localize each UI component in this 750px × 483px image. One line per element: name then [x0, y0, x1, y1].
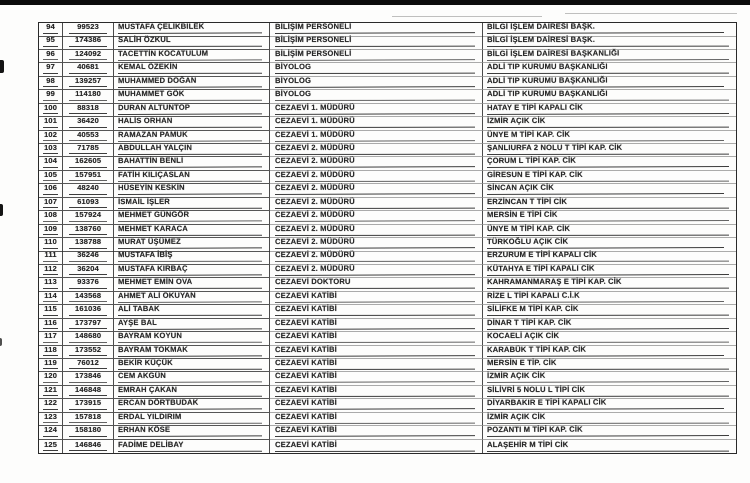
registry-number: 139257	[69, 77, 107, 88]
title-text: CEZAEVİ KATİBİ	[275, 359, 475, 370]
row-number-cell	[39, 157, 63, 171]
registry-number: 157818	[69, 413, 107, 424]
title-text: CEZAEVİ 1. MÜDÜRÜ	[275, 103, 475, 114]
table-row	[39, 131, 736, 144]
person-name: MUSTAFA İBİŞ	[118, 251, 262, 262]
institution-text: MERSİN E TİPİ CİK	[487, 210, 729, 222]
title-text: CEZAEVİ DOKTORU	[275, 278, 475, 289]
institution-text: İZMİR AÇIK CİK	[487, 117, 729, 128]
scan-edge-artifact	[0, 204, 3, 216]
row-number: 102	[43, 131, 58, 142]
institution-text: TÜRKOĞLU AÇIK CİK	[487, 237, 724, 249]
person-name: BAYRAM KOYUN	[118, 332, 262, 343]
institution-cell	[483, 278, 736, 292]
person-name: HÜSEYİN KESKİN	[118, 184, 262, 195]
row-number-cell	[39, 63, 63, 77]
title-text: BİLİŞİM PERSONELİ	[275, 49, 475, 60]
title-cell	[270, 157, 483, 171]
institution-text: GİRESUN E TİPİ KAP. CİK	[487, 170, 729, 181]
institution-text: HATAY E TİPİ KAPALI CİK	[487, 103, 729, 115]
scan-top-black-bar	[0, 0, 750, 5]
row-number: 117	[43, 332, 58, 343]
registry-number: 143568	[69, 292, 107, 303]
institution-text: KARABÜK T TİPİ KAP. CİK	[487, 344, 724, 356]
person-name: HALİS ORHAN	[118, 117, 262, 128]
name-cell	[114, 90, 270, 104]
row-number: 118	[43, 346, 58, 357]
person-name: TACETTİN KOCATULUM	[118, 49, 262, 60]
row-number: 116	[43, 319, 58, 330]
institution-cell	[483, 305, 736, 319]
name-cell	[114, 211, 270, 225]
row-number-cell	[39, 372, 63, 386]
name-cell	[114, 440, 270, 453]
row-number-cell	[39, 399, 63, 413]
row-number: 114	[43, 292, 58, 303]
title-cell	[270, 63, 483, 77]
title-text: BİLİŞİM PERSONELİ	[275, 22, 475, 33]
institution-cell	[483, 157, 736, 171]
title-text: CEZAEVİ 1. MÜDÜRÜ	[275, 117, 475, 128]
person-name: ERDAL YILDIRIM	[118, 412, 262, 423]
title-cell	[270, 332, 483, 346]
title-text: CEZAEVİ KATİBİ	[275, 332, 475, 343]
registry-number: 146846	[69, 441, 107, 452]
title-cell	[270, 211, 483, 225]
row-number: 97	[43, 63, 58, 74]
table-row	[39, 184, 736, 197]
person-name: BEKİR KÜÇÜK	[118, 359, 262, 370]
table-row	[39, 399, 736, 412]
registry-number-cell	[63, 305, 114, 319]
person-name: MEHMET EMİN OVA	[118, 278, 262, 289]
table-row	[39, 346, 736, 359]
institution-text: MERSİN E TİP. CİK	[487, 359, 729, 370]
title-cell	[270, 117, 483, 131]
registry-number-cell	[63, 251, 114, 265]
registry-number: 138788	[69, 238, 107, 249]
title-text: CEZAEVİ KATİBİ	[275, 440, 475, 451]
row-number: 94	[43, 23, 58, 34]
registry-number-cell	[63, 278, 114, 292]
row-number: 98	[43, 77, 58, 88]
table-row	[39, 372, 736, 385]
person-name: ALİ TABAK	[118, 305, 262, 316]
row-number: 103	[43, 144, 58, 155]
institution-text: ERZİNCAN T TİPİ CİK	[487, 197, 729, 208]
name-cell	[114, 332, 270, 346]
title-text: CEZAEVİ KATİBİ	[275, 345, 475, 356]
row-number-cell	[39, 211, 63, 225]
institution-text: SİLİVRİ 5 NOLU L TİPİ CİK	[487, 385, 729, 396]
institution-text: ÜNYE M TİPİ KAP. CİK	[487, 224, 729, 235]
person-name: ERHAN KÖSE	[118, 425, 262, 436]
registry-number-cell	[63, 184, 114, 198]
row-number: 122	[43, 399, 58, 410]
row-number: 96	[43, 50, 58, 61]
institution-text: ERZURUM E TİPİ KAPALI CİK	[487, 251, 729, 262]
title-text: CEZAEVİ KATİBİ	[275, 318, 475, 329]
person-name: ABDULLAH YALÇIN	[118, 144, 262, 155]
institution-cell	[483, 211, 736, 225]
registry-number: 40681	[69, 63, 107, 74]
registry-number-cell	[63, 157, 114, 171]
institution-text: POZANTI M TİPİ KAP. CİK	[487, 425, 729, 437]
personnel-list-table	[38, 22, 737, 454]
registry-number-cell	[63, 372, 114, 386]
scan-stray-line	[392, 16, 542, 17]
table-row	[39, 63, 736, 76]
table-row	[39, 440, 736, 453]
registry-number: 76012	[69, 359, 107, 370]
title-cell	[270, 372, 483, 386]
registry-number-cell	[63, 117, 114, 131]
registry-number-cell	[63, 36, 114, 50]
row-number: 106	[43, 184, 58, 195]
registry-number: 174386	[69, 36, 107, 47]
title-cell	[270, 90, 483, 104]
institution-cell	[483, 90, 736, 104]
name-cell	[114, 157, 270, 171]
person-name: İSMAİL İŞLER	[118, 197, 262, 208]
person-name: AYŞE BAL	[118, 318, 262, 329]
title-text: CEZAEVİ KATİBİ	[275, 372, 475, 383]
person-name: SALİH ÖZKUL	[118, 36, 262, 47]
person-name: MEHMET KARACA	[118, 224, 262, 235]
institution-text: ADLİ TIP KURUMU BAŞKANLIĞI	[487, 63, 729, 74]
person-name: BAHATTİN BENLİ	[118, 157, 262, 168]
registry-number: 148680	[69, 332, 107, 343]
title-text: CEZAEVİ KATİBİ	[275, 291, 475, 302]
name-cell	[114, 399, 270, 413]
name-cell	[114, 117, 270, 131]
institution-text: İZMİR AÇIK CİK	[487, 371, 729, 383]
row-number-cell	[39, 36, 63, 50]
title-text: CEZAEVİ 2. MÜDÜRÜ	[275, 210, 475, 221]
institution-cell	[483, 63, 736, 77]
row-number-cell	[39, 90, 63, 104]
registry-number: 173552	[69, 346, 107, 357]
title-text: CEZAEVİ 2. MÜDÜRÜ	[275, 170, 475, 181]
title-cell	[270, 399, 483, 413]
person-name: MURAT ÜŞÜMEZ	[118, 237, 262, 248]
registry-number: 157924	[69, 211, 107, 222]
registry-number: 157951	[69, 171, 107, 182]
row-number: 119	[43, 359, 58, 370]
row-number-cell	[39, 426, 63, 440]
table-row	[39, 305, 736, 318]
table-row	[39, 36, 736, 49]
table-row	[39, 211, 736, 224]
registry-number: 173797	[69, 319, 107, 330]
registry-number-cell	[63, 90, 114, 104]
institution-cell	[483, 332, 736, 346]
row-number: 112	[43, 265, 58, 276]
institution-cell	[483, 440, 736, 453]
registry-number-cell	[63, 426, 114, 440]
row-number: 108	[43, 211, 58, 222]
person-name: KEMAL ÖZEKİN	[118, 63, 262, 74]
registry-number: 36204	[69, 265, 107, 276]
institution-text: KÜTAHYA E TİPİ KAPALI CİK	[487, 264, 729, 276]
title-cell	[270, 278, 483, 292]
title-cell	[270, 440, 483, 453]
name-cell	[114, 426, 270, 440]
registry-number: 71785	[69, 144, 107, 155]
person-name: MUHAMMED DOĞAN	[118, 76, 262, 87]
row-number-cell	[39, 346, 63, 360]
row-number: 104	[43, 157, 58, 168]
person-name: BAYRAM TOKMAK	[118, 345, 262, 356]
registry-number: 61093	[69, 198, 107, 209]
person-name: MUSTAFA ÇELİKBİLEK	[118, 22, 262, 33]
title-text: CEZAEVİ 2. MÜDÜRÜ	[275, 237, 475, 248]
registry-number: 173915	[69, 399, 107, 410]
title-text: CEZAEVİ 1. MÜDÜRÜ	[275, 130, 475, 141]
row-number: 101	[43, 117, 58, 128]
row-number: 121	[43, 386, 58, 397]
row-number-cell	[39, 278, 63, 292]
person-name: RAMAZAN PAMUK	[118, 130, 262, 141]
registry-number: 40553	[69, 131, 107, 142]
title-text: CEZAEVİ 2. MÜDÜRÜ	[275, 224, 475, 235]
row-number: 125	[43, 441, 58, 452]
institution-text: DİNAR T TİPİ KAP. CİK	[487, 318, 729, 330]
institution-text: DİYARBAKIR E TİPİ KAPALI CİK	[487, 398, 724, 410]
registry-number: 36246	[69, 251, 107, 262]
registry-number: 173846	[69, 372, 107, 383]
scan-edge-artifact	[0, 60, 4, 73]
registry-number: 114180	[69, 90, 107, 101]
registry-number-cell	[63, 63, 114, 77]
institution-cell	[483, 399, 736, 413]
row-number: 115	[43, 305, 58, 316]
name-cell	[114, 251, 270, 265]
row-number: 124	[43, 426, 58, 437]
title-text: CEZAEVİ KATİBİ	[275, 305, 475, 316]
table-row	[39, 426, 736, 439]
title-text: CEZAEVİ 2. MÜDÜRÜ	[275, 144, 475, 155]
institution-text: BİLGİ İŞLEM DAİRESİ BAŞK.	[487, 22, 724, 34]
row-number: 113	[43, 278, 58, 289]
row-number: 105	[43, 171, 58, 182]
title-cell	[270, 426, 483, 440]
institution-text: ALAŞEHİR M TİPİ CİK	[487, 440, 729, 451]
person-name: FATİH KILIÇASLAN	[118, 171, 262, 182]
row-number: 95	[43, 36, 58, 47]
institution-cell	[483, 117, 736, 131]
title-text: CEZAEVİ KATİBİ	[275, 385, 475, 396]
title-text: BİLİŞİM PERSONELİ	[275, 36, 475, 47]
scan-stray-line	[565, 13, 737, 14]
title-text: CEZAEVİ KATİBİ	[275, 412, 475, 423]
registry-number: 138760	[69, 225, 107, 236]
registry-number: 124092	[69, 50, 107, 61]
title-text: CEZAEVİ KATİBİ	[275, 398, 475, 409]
row-number: 99	[43, 90, 58, 101]
registry-number: 99523	[69, 23, 107, 34]
row-number-cell	[39, 117, 63, 131]
registry-number-cell	[63, 346, 114, 360]
person-name: DURAN ALTUNTOP	[118, 103, 262, 114]
row-number-cell	[39, 251, 63, 265]
row-number: 120	[43, 372, 58, 383]
institution-text: SİLİFKE M TİPİ KAP. CİK	[487, 305, 729, 316]
row-number-cell	[39, 305, 63, 319]
row-number: 123	[43, 413, 58, 424]
institution-text: İZMİR AÇIK CİK	[487, 412, 729, 423]
table-row	[39, 278, 736, 291]
title-cell	[270, 305, 483, 319]
person-name: AHMET ALİ OKUYAN	[118, 291, 262, 302]
registry-number: 88318	[69, 104, 107, 115]
registry-number: 162605	[69, 157, 107, 168]
name-cell	[114, 305, 270, 319]
row-number: 100	[43, 104, 58, 115]
institution-text: ADLİ TIP KURUMU BAŞKANLIĞI	[487, 76, 724, 88]
institution-text: BİLGİ İŞLEM DAİRESİ BAŞKANLIĞI	[487, 49, 729, 61]
registry-number: 146848	[69, 386, 107, 397]
institution-text: KAHRAMANMARAŞ E TİPİ KAP. CİK	[487, 278, 729, 289]
person-name: MEHMET GÜNGÖR	[118, 210, 262, 221]
title-text: CEZAEVİ 2. MÜDÜRÜ	[275, 251, 475, 262]
person-name: FADİME DELİBAY	[118, 440, 262, 451]
institution-text: ÜNYE M TİPİ KAP. CİK	[487, 129, 724, 141]
name-cell	[114, 184, 270, 198]
title-text: CEZAEVİ 2. MÜDÜRÜ	[275, 157, 475, 168]
person-name: EMRAH ÇAKAN	[118, 386, 262, 397]
institution-text: ŞANLIURFA 2 NOLU T TİPİ KAP. CİK	[487, 144, 729, 155]
registry-number: 36420	[69, 117, 107, 128]
registry-number-cell	[63, 332, 114, 346]
institution-text: RİZE L TİPİ KAPALI C.İ.K	[487, 291, 724, 303]
name-cell	[114, 372, 270, 386]
person-name: MUHAMMET GÖK	[118, 90, 262, 101]
person-name: ERCAN DÖRTBUDAK	[118, 399, 262, 410]
institution-cell	[483, 372, 736, 386]
institution-text: BİLGİ İŞLEM DAİRESİ BAŞK.	[487, 36, 729, 47]
person-name: CEM AKGÜN	[118, 372, 262, 383]
registry-number: 161036	[69, 305, 107, 316]
title-text: BİYOLOG	[275, 76, 475, 87]
row-number: 109	[43, 225, 58, 236]
person-name: MUSTAFA KIRBAÇ	[118, 264, 262, 275]
row-number-cell	[39, 184, 63, 198]
institution-cell	[483, 184, 736, 198]
title-text: BİYOLOG	[275, 63, 475, 74]
registry-number-cell	[63, 399, 114, 413]
table-row	[39, 117, 736, 130]
title-cell	[270, 184, 483, 198]
title-text: CEZAEVİ 2. MÜDÜRÜ	[275, 197, 475, 208]
institution-cell	[483, 426, 736, 440]
institution-text: ÇORUM L TİPİ KAP. CİK	[487, 156, 729, 168]
registry-number-cell	[63, 131, 114, 145]
institution-text: SİNCAN AÇIK CİK	[487, 183, 724, 195]
scan-edge-artifact	[0, 338, 2, 346]
title-text: CEZAEVİ KATİBİ	[275, 425, 475, 436]
row-number-cell	[39, 332, 63, 346]
row-number-cell	[39, 440, 63, 453]
institution-text: KOCAELİ AÇIK CİK	[487, 332, 729, 343]
institution-text: ADLİ TIP KURUMU BAŞKANLIĞI	[487, 90, 729, 101]
table-row	[39, 332, 736, 345]
registry-number: 93376	[69, 278, 107, 289]
table-row	[39, 251, 736, 264]
row-number: 110	[43, 238, 58, 249]
row-number-cell	[39, 131, 63, 145]
title-text: BİYOLOG	[275, 90, 475, 101]
table-row	[39, 90, 736, 103]
table-row	[39, 157, 736, 170]
registry-number: 48240	[69, 184, 107, 195]
row-number: 107	[43, 198, 58, 209]
registry-number: 158180	[69, 426, 107, 437]
registry-number-cell	[63, 440, 114, 453]
title-text: CEZAEVİ 2. MÜDÜRÜ	[275, 183, 475, 194]
row-number: 111	[43, 251, 58, 262]
title-text: CEZAEVİ 2. MÜDÜRÜ	[275, 264, 475, 275]
registry-number-cell	[63, 211, 114, 225]
